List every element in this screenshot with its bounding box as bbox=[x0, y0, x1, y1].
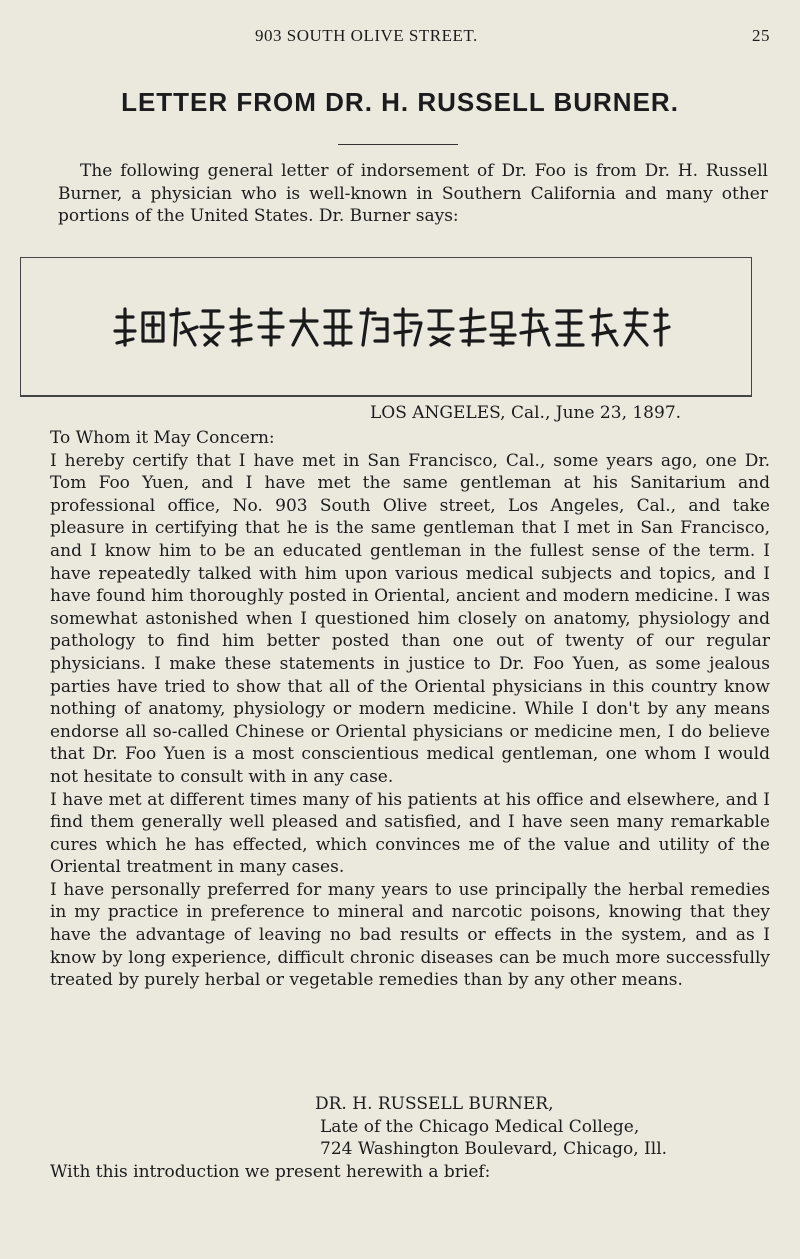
dateline: LOS ANGELES, Cal., June 23, 1897. bbox=[370, 403, 682, 423]
letter-paragraph-3: I have personally preferred for many years to use principally the herbal remedies in my practice in preference to mineral and narcotic poisons, knowing that they have the advantage of leaving no bad results or effects in the system, and as I know by long experience, difficult chronic diseases can be much more successfully treated by purely herbal or vegetable remedies than by any other means. bbox=[50, 879, 770, 991]
box-bottom-rule bbox=[21, 395, 751, 397]
signature-name: DR. H. RUSSELL BURNER, bbox=[315, 1094, 554, 1114]
calligraphy-inscription-icon bbox=[111, 305, 671, 349]
title-divider bbox=[338, 144, 458, 145]
box-top-rule bbox=[21, 257, 751, 258]
letter-body bbox=[50, 427, 770, 992]
closing-line: With this introduction we present herewith a brief: bbox=[50, 1162, 491, 1182]
letter-paragraph-1: I hereby certify that I have met in San Francisco, Cal., some years ago, one Dr. Tom Foo Yuen, and I have met the same gentleman at his Sanitarium and professional office, No. 903 South Olive street, Los Angeles, Cal., and take pleasure in certifying that he is the same gentleman that I met in San Francisco, and I know him to be an educated gentleman in the fullest sense of the term. I have repeatedly talked with him upon various medical subjects and topics, and I have found him thoroughly posted in Oriental, ancient and modern medicine. I was somewhat astonished when I questioned him closely on anatomy, physiology and pathology to find him better posted than one out of twenty of our regular physicians. I make these statements in justice to Dr. Foo Yuen, as some jealous parties have tried to show that all of the Oriental physicians in this country know nothing of anatomy, physiology or modern medicine. While I don't by any means endorse all so-called Chinese or Oriental physicians or medicine men, I do believe that Dr. Foo Yuen is a most conscientious medical gentleman, one whom I would not hesitate to consult with in any case. bbox=[50, 450, 770, 787]
calligraphy-box bbox=[20, 257, 752, 397]
signature-block bbox=[270, 1093, 667, 1161]
running-title: 903 SOUTH OLIVE STREET. bbox=[255, 26, 478, 45]
page-number: 25 bbox=[752, 26, 770, 45]
signature-affiliation: Late of the Chicago Medical College, bbox=[320, 1116, 640, 1137]
signature-address: 724 Washington Boulevard, Chicago, Ill. bbox=[320, 1139, 668, 1160]
running-head bbox=[50, 26, 770, 48]
salutation: To Whom it May Concern: bbox=[50, 428, 275, 448]
letter-title: LETTER FROM DR. H. RUSSELL BURNER. bbox=[121, 87, 679, 117]
intro-paragraph: The following general letter of indorsement of Dr. Foo is from Dr. H. Russell Burner, a physician who is well-known in Southern California and many other portions of the United States. Dr. Burner says: bbox=[58, 161, 768, 226]
letter-paragraph-2: I have met at different times many of his patients at his office and elsewhere, and I find them generally well pleased and satisfied, and I have seen many remarkable cures which he has effected, which convinces me of the value and utility of the Oriental treatment in many cases. bbox=[50, 789, 770, 878]
